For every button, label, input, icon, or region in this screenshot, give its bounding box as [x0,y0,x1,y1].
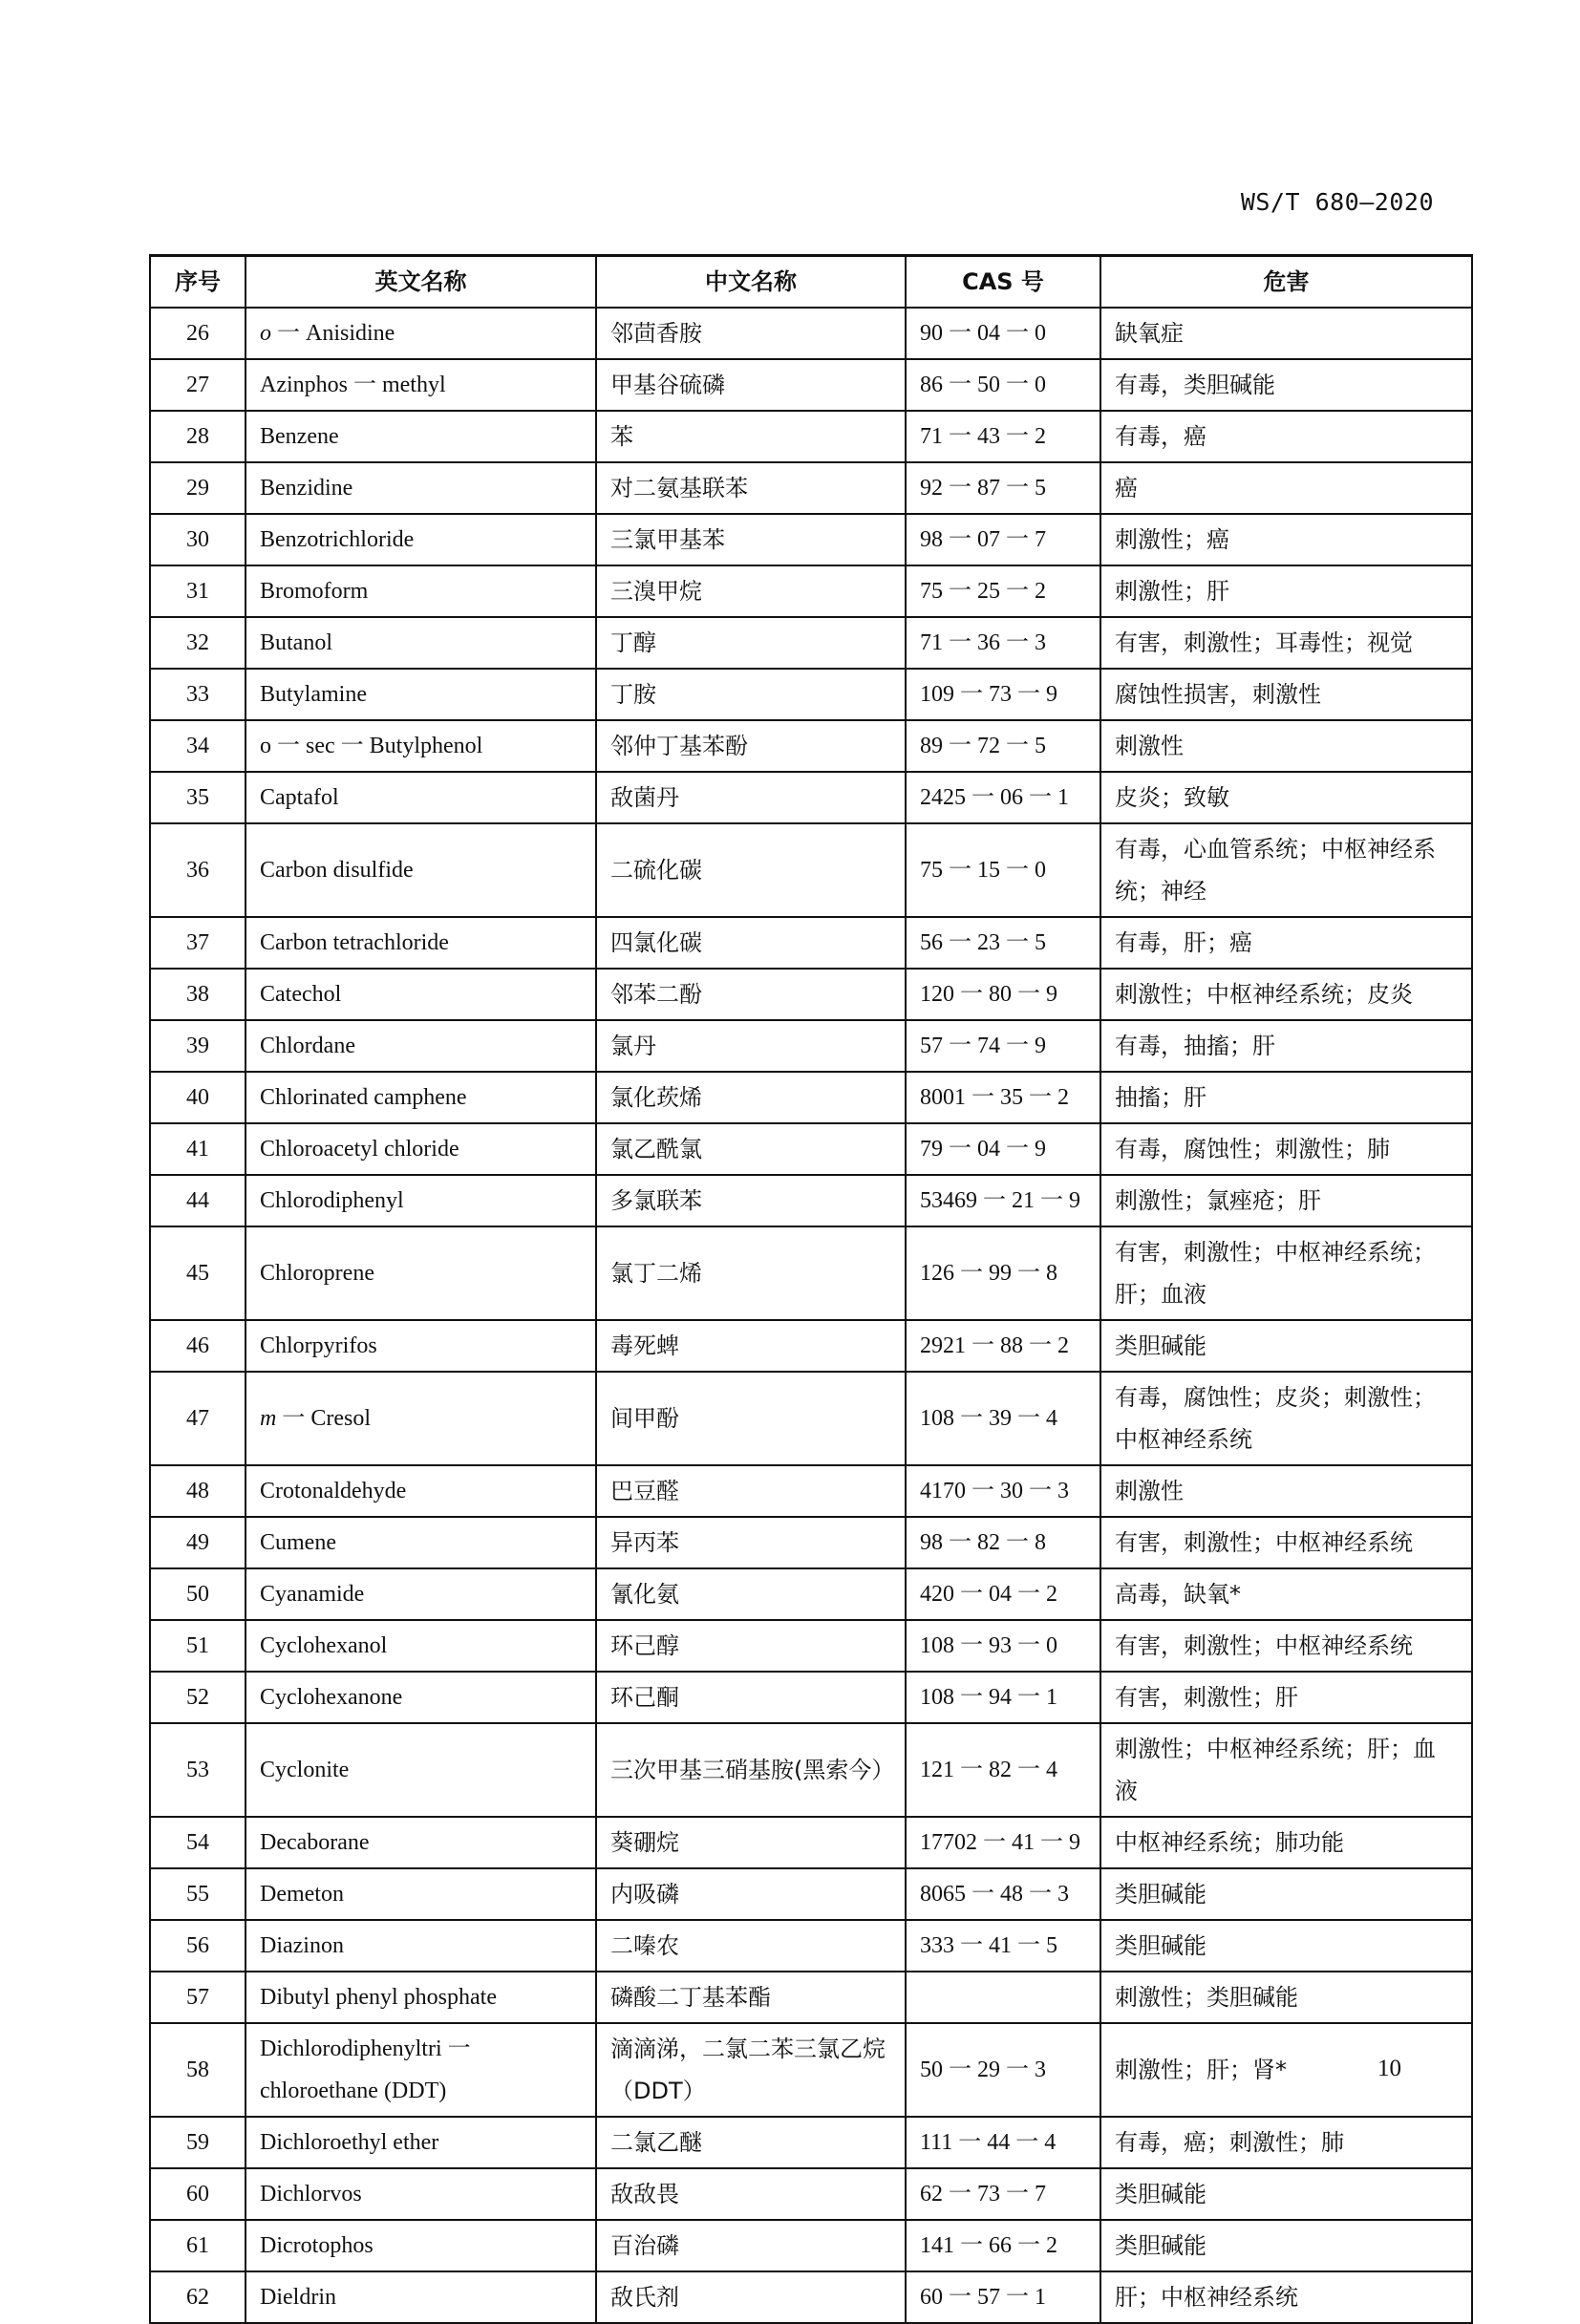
page-number: 10 [1377,2056,1401,2081]
cas-number-cell: 121 一 82 一 4 [906,1723,1100,1817]
english-name-cell: Catechol [246,969,596,1020]
chinese-name-cell: 敌菌丹 [596,772,906,823]
table-row [150,2220,1472,2271]
cas-number-cell: 108 一 93 一 0 [906,1620,1100,1672]
table-row [150,969,1472,1020]
chinese-name-cell: 滴滴涕，二氯二苯三氯乙烷（DDT） [596,2023,906,2117]
english-name-cell: Dicrotophos [246,2220,596,2271]
english-name-cell: Cyclohexanol [246,1620,596,1672]
row-number-cell: 27 [150,359,246,411]
hazard-table [149,254,1473,2324]
chinese-name-cell: 环己酮 [596,1672,906,1723]
row-number-cell: 44 [150,1175,246,1226]
row-number-cell: 60 [150,2168,246,2220]
row-number-cell: 30 [150,514,246,565]
table-row [150,2117,1472,2168]
cas-number-cell: 141 一 66 一 2 [906,2220,1100,2271]
cas-number-cell: 4170 一 30 一 3 [906,1465,1100,1517]
chinese-name-cell: 氯丹 [596,1020,906,1072]
chinese-name-cell: 苯 [596,411,906,462]
chinese-name-cell: 邻茴香胺 [596,308,906,359]
row-number-cell: 35 [150,772,246,823]
chinese-name-cell: 敌氏剂 [596,2271,906,2323]
chinese-name-cell: 二氯乙醚 [596,2117,906,2168]
cas-number-cell: 79 一 04 一 9 [906,1123,1100,1175]
table-row [150,720,1472,772]
chinese-name-cell: 二嗪农 [596,1920,906,1972]
english-name-cell: Benzene [246,411,596,462]
cas-number-cell: 57 一 74 一 9 [906,1020,1100,1072]
chinese-name-cell: 对二氨基联苯 [596,462,906,514]
cas-number-cell: 89 一 72 一 5 [906,720,1100,772]
english-name-cell: Cyclohexanone [246,1672,596,1723]
english-name-cell: Butanol [246,617,596,669]
cas-number-cell: 111 一 44 一 4 [906,2117,1100,2168]
english-name-cell: Carbon disulfide [246,823,596,917]
row-number-cell: 55 [150,1868,246,1920]
document-code: WS/T 680—2020 [1240,188,1434,216]
table-row [150,917,1472,969]
hazard-cell: 有害，刺激性；中枢神经系统 [1100,1620,1472,1672]
chinese-name-cell: 多氯联苯 [596,1175,906,1226]
english-name-cell: Cyanamide [246,1568,596,1620]
row-number-cell: 40 [150,1072,246,1123]
table-row [150,1723,1472,1817]
cas-number-cell: 108 一 39 一 4 [906,1372,1100,1465]
row-number-cell: 50 [150,1568,246,1620]
hazard-cell: 中枢神经系统；肺功能 [1100,1817,1472,1868]
hazard-cell: 有毒，心血管系统；中枢神经系统；神经 [1100,823,1472,917]
table-row [150,411,1472,462]
chinese-name-cell: 氰化氨 [596,1568,906,1620]
chinese-name-cell: 敌敌畏 [596,2168,906,2220]
hazard-cell: 有毒，抽搐；肝 [1100,1020,1472,1072]
hazard-cell: 刺激性；癌 [1100,514,1472,565]
hazard-cell: 类胆碱能 [1100,1320,1472,1372]
row-number-cell: 38 [150,969,246,1020]
col-header-chinese-name: 中文名称 [596,256,906,309]
chinese-name-cell: 间甲酚 [596,1372,906,1465]
chinese-name-cell: 内吸磷 [596,1868,906,1920]
hazard-cell: 刺激性 [1100,720,1472,772]
cas-number-cell: 60 一 57 一 1 [906,2271,1100,2323]
table-row [150,1372,1472,1465]
table-row [150,2023,1472,2117]
row-number-cell: 48 [150,1465,246,1517]
row-number-cell: 52 [150,1672,246,1723]
col-header-hazard: 危害 [1100,256,1472,309]
table-row [150,1620,1472,1672]
english-name-cell: Diazinon [246,1920,596,1972]
row-number-cell: 59 [150,2117,246,2168]
cas-number-cell: 71 一 43 一 2 [906,411,1100,462]
hazard-cell: 类胆碱能 [1100,1920,1472,1972]
english-name-cell: o 一 sec 一 Butylphenol [246,720,596,772]
hazard-cell: 有毒，癌 [1100,411,1472,462]
chinese-name-cell: 邻仲丁基苯酚 [596,720,906,772]
english-name-cell: Chlorodiphenyl [246,1175,596,1226]
english-name-cell: Carbon tetrachloride [246,917,596,969]
table-row [150,1465,1472,1517]
cas-number-cell: 8065 一 48 一 3 [906,1868,1100,1920]
hazard-cell: 类胆碱能 [1100,1868,1472,1920]
cas-number-cell: 92 一 87 一 5 [906,462,1100,514]
english-name-cell: Benzidine [246,462,596,514]
row-number-cell: 33 [150,669,246,720]
english-name-cell: Azinphos 一 methyl [246,359,596,411]
col-header-no: 序号 [150,256,246,309]
row-number-cell: 45 [150,1226,246,1320]
chinese-name-cell: 二硫化碳 [596,823,906,917]
cas-number-cell: 75 一 25 一 2 [906,565,1100,617]
table-row [150,1817,1472,1868]
cas-number-cell: 53469 一 21 一 9 [906,1175,1100,1226]
table-row [150,308,1472,359]
chinese-name-cell: 葵硼烷 [596,1817,906,1868]
hazard-cell: 腐蚀性损害，刺激性 [1100,669,1472,720]
cas-number-cell: 90 一 04 一 0 [906,308,1100,359]
chemical-prefix: o [260,321,271,346]
chinese-name-cell: 氯乙酰氯 [596,1123,906,1175]
chinese-name-cell: 三氯甲基苯 [596,514,906,565]
cas-number-cell: 108 一 94 一 1 [906,1672,1100,1723]
hazard-cell: 刺激性；肝；肾* [1100,2023,1472,2117]
hazard-cell: 类胆碱能 [1100,2220,1472,2271]
cas-number-cell: 75 一 15 一 0 [906,823,1100,917]
hazard-cell: 有毒，癌；刺激性；肺 [1100,2117,1472,2168]
chinese-name-cell: 巴豆醛 [596,1465,906,1517]
chinese-name-cell: 三次甲基三硝基胺(黑索今） [596,1723,906,1817]
table-row [150,1226,1472,1320]
hazard-cell: 刺激性；氯痤疮；肝 [1100,1175,1472,1226]
cas-number-cell: 56 一 23 一 5 [906,917,1100,969]
table-row [150,1020,1472,1072]
table-row [150,669,1472,720]
english-name-cell: m 一 Cresol [246,1372,596,1465]
col-header-cas: CAS 号 [906,256,1100,309]
chinese-name-cell: 环己醇 [596,1620,906,1672]
english-name-cell: Chloroacetyl chloride [246,1123,596,1175]
row-number-cell: 49 [150,1517,246,1568]
cas-number-cell: 62 一 73 一 7 [906,2168,1100,2220]
cas-number-cell: 98 一 07 一 7 [906,514,1100,565]
english-name-cell: o 一 Anisidine [246,308,596,359]
cas-number-cell: 333 一 41 一 5 [906,1920,1100,1972]
english-name-cell: Chlordane [246,1020,596,1072]
hazard-cell: 类胆碱能 [1100,2168,1472,2220]
chemical-prefix: m [260,1406,277,1431]
cas-number-cell [906,1972,1100,2023]
cas-number-cell: 126 一 99 一 8 [906,1226,1100,1320]
row-number-cell: 54 [150,1817,246,1868]
chinese-name-cell: 氯化莰烯 [596,1072,906,1123]
english-name-cell: Chlorpyrifos [246,1320,596,1372]
table-row [150,514,1472,565]
table-row [150,2271,1472,2323]
english-name-cell: Dieldrin [246,2271,596,2323]
table-row [150,1517,1472,1568]
chinese-name-cell: 丁胺 [596,669,906,720]
chinese-name-cell: 邻苯二酚 [596,969,906,1020]
hazard-cell: 刺激性；肝 [1100,565,1472,617]
table-row [150,1920,1472,1972]
chinese-name-cell: 四氯化碳 [596,917,906,969]
chinese-name-cell: 异丙苯 [596,1517,906,1568]
row-number-cell: 29 [150,462,246,514]
cas-number-cell: 120 一 80 一 9 [906,969,1100,1020]
row-number-cell: 58 [150,2023,246,2117]
hazard-cell: 刺激性；中枢神经系统；皮炎 [1100,969,1472,1020]
cas-number-cell: 71 一 36 一 3 [906,617,1100,669]
chinese-name-cell: 百治磷 [596,2220,906,2271]
table-row [150,1072,1472,1123]
col-header-english-name: 英文名称 [246,256,596,309]
row-number-cell: 61 [150,2220,246,2271]
cas-number-cell: 50 一 29 一 3 [906,2023,1100,2117]
cas-number-cell: 98 一 82 一 8 [906,1517,1100,1568]
english-name-cell: Crotonaldehyde [246,1465,596,1517]
hazard-cell: 有毒，腐蚀性；皮炎；刺激性；中枢神经系统 [1100,1372,1472,1465]
english-name-cell: Decaborane [246,1817,596,1868]
english-name-cell: Benzotrichloride [246,514,596,565]
hazard-cell: 有毒，肝；癌 [1100,917,1472,969]
row-number-cell: 39 [150,1020,246,1072]
chinese-name-cell: 氯丁二烯 [596,1226,906,1320]
cas-number-cell: 8001 一 35 一 2 [906,1072,1100,1123]
chinese-name-cell: 甲基谷硫磷 [596,359,906,411]
english-name-cell: Bromoform [246,565,596,617]
row-number-cell: 26 [150,308,246,359]
row-number-cell: 36 [150,823,246,917]
english-name-cell: Chlorinated camphene [246,1072,596,1123]
row-number-cell: 47 [150,1372,246,1465]
row-number-cell: 37 [150,917,246,969]
hazard-cell: 刺激性；类胆碱能 [1100,1972,1472,2023]
hazard-cell: 癌 [1100,462,1472,514]
row-number-cell: 62 [150,2271,246,2323]
row-number-cell: 46 [150,1320,246,1372]
chinese-name-cell: 磷酸二丁基苯酯 [596,1972,906,2023]
hazard-cell: 有毒，腐蚀性；刺激性；肺 [1100,1123,1472,1175]
hazard-cell: 抽搐；肝 [1100,1072,1472,1123]
english-name-cell: Cyclonite [246,1723,596,1817]
table-row [150,1568,1472,1620]
english-name-cell: Chloroprene [246,1226,596,1320]
table-row [150,1320,1472,1372]
cas-number-cell: 420 一 04 一 2 [906,1568,1100,1620]
table-row [150,1123,1472,1175]
row-number-cell: 41 [150,1123,246,1175]
hazard-cell: 皮炎；致敏 [1100,772,1472,823]
table-row [150,359,1472,411]
english-name-cell: Cumene [246,1517,596,1568]
hazard-cell: 高毒，缺氧* [1100,1568,1472,1620]
table-header-row [150,256,1472,309]
row-number-cell: 57 [150,1972,246,2023]
row-number-cell: 31 [150,565,246,617]
chinese-name-cell: 毒死蜱 [596,1320,906,1372]
row-number-cell: 34 [150,720,246,772]
row-number-cell: 53 [150,1723,246,1817]
table-body [150,308,1472,2323]
english-name-cell: Dichlorodiphenyltri 一 chloroethane (DDT) [246,2023,596,2117]
english-name-cell: Dibutyl phenyl phosphate [246,1972,596,2023]
hazard-cell: 有害，刺激性；中枢神经系统 [1100,1517,1472,1568]
hazard-cell: 有害，刺激性；肝 [1100,1672,1472,1723]
table-row [150,462,1472,514]
hazard-cell: 有毒，类胆碱能 [1100,359,1472,411]
table-row [150,1972,1472,2023]
table-row [150,565,1472,617]
hazard-cell: 刺激性 [1100,1465,1472,1517]
table-row [150,617,1472,669]
table-row [150,823,1472,917]
english-name-cell: Dichlorvos [246,2168,596,2220]
english-name-cell: Captafol [246,772,596,823]
hazard-cell: 缺氧症 [1100,308,1472,359]
cas-number-cell: 2425 一 06 一 1 [906,772,1100,823]
english-name-cell: Butylamine [246,669,596,720]
hazard-cell: 肝；中枢神经系统 [1100,2271,1472,2323]
row-number-cell: 56 [150,1920,246,1972]
table-row [150,2168,1472,2220]
cas-number-cell: 109 一 73 一 9 [906,669,1100,720]
table-row [150,1868,1472,1920]
cas-number-cell: 17702 一 41 一 9 [906,1817,1100,1868]
hazard-cell: 有害，刺激性；中枢神经系统；肝；血液 [1100,1226,1472,1320]
chinese-name-cell: 三溴甲烷 [596,565,906,617]
cas-number-cell: 86 一 50 一 0 [906,359,1100,411]
row-number-cell: 28 [150,411,246,462]
hazard-cell: 刺激性；中枢神经系统；肝；血液 [1100,1723,1472,1817]
table-row [150,1672,1472,1723]
english-name-cell: Dichloroethyl ether [246,2117,596,2168]
table-row [150,1175,1472,1226]
chinese-name-cell: 丁醇 [596,617,906,669]
row-number-cell: 32 [150,617,246,669]
table-row [150,772,1472,823]
hazard-cell: 有害，刺激性；耳毒性；视觉 [1100,617,1472,669]
row-number-cell: 51 [150,1620,246,1672]
cas-number-cell: 2921 一 88 一 2 [906,1320,1100,1372]
english-name-cell: Demeton [246,1868,596,1920]
